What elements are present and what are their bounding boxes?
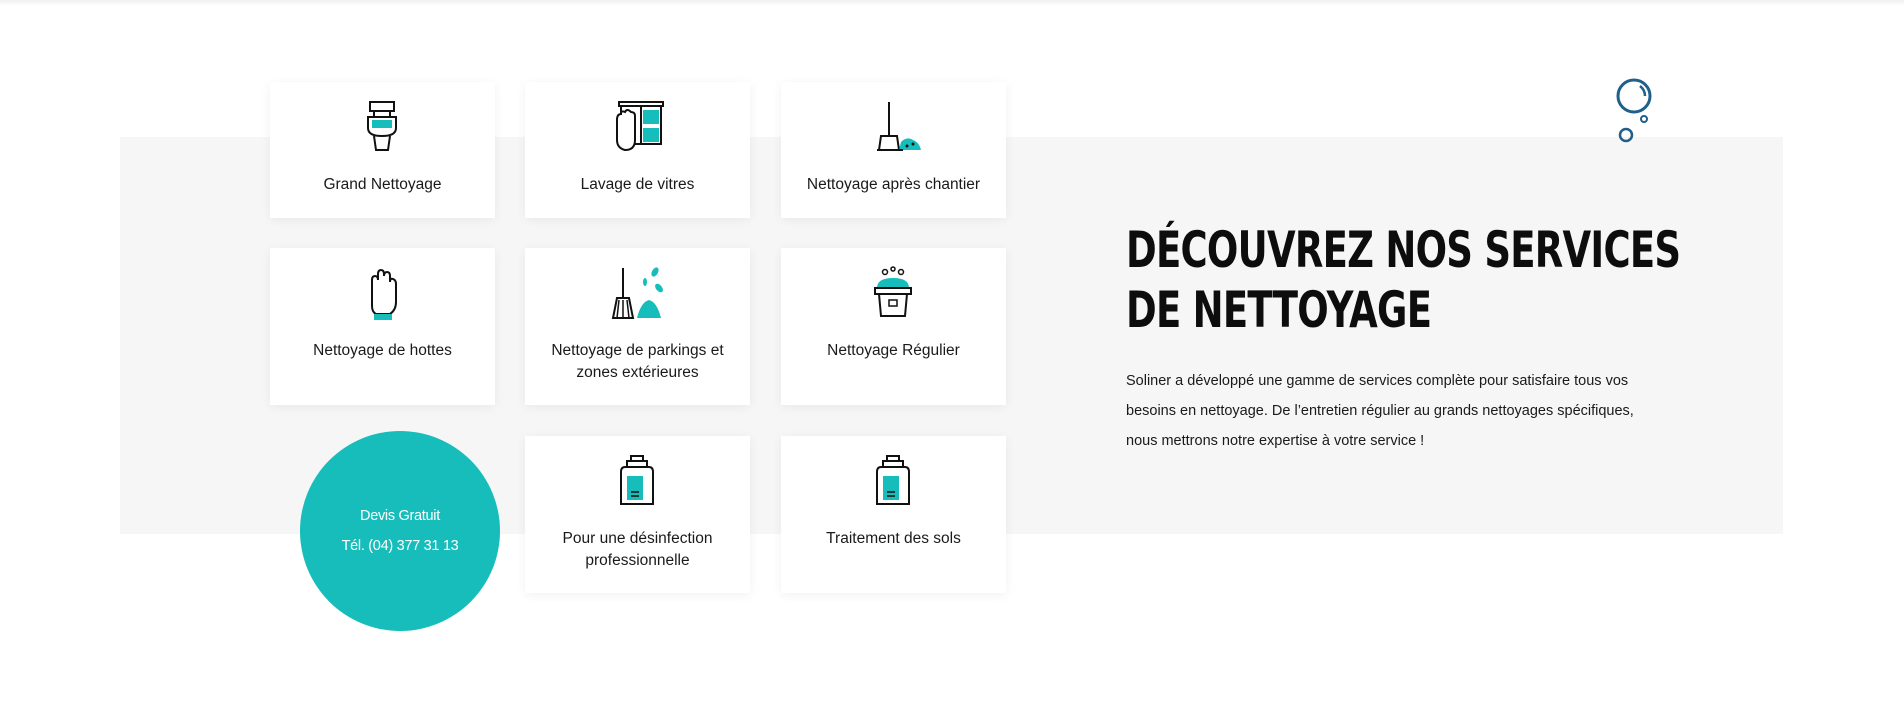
service-card-hottes[interactable] xyxy=(270,248,495,405)
cta-title: Devis Gratuit xyxy=(360,508,440,524)
section-heading xyxy=(1126,220,1681,340)
service-card-lavage-vitres[interactable] xyxy=(525,82,750,218)
window-cleaning-icon xyxy=(607,100,667,156)
toilet-icon xyxy=(352,100,412,156)
header-shadow xyxy=(0,0,1904,6)
service-card-desinfection[interactable] xyxy=(525,436,750,593)
service-card-apres-chantier[interactable] xyxy=(781,82,1006,218)
detergent-bottle-icon xyxy=(607,454,667,510)
service-card-parkings[interactable] xyxy=(525,248,750,405)
service-label: Nettoyage de hottes xyxy=(313,342,452,359)
section-description: Soliner a développé une gamme de services complète pour satisfaire tous vos besoins en nettoyage. De l’entretien régulier au grands nettoyages spécifiques, nous mettrons notre expertise à votre service ! xyxy=(1126,373,1634,449)
service-label: Nettoyage Régulier xyxy=(827,342,960,359)
service-label: Grand Nettoyage xyxy=(323,176,442,193)
service-label: Nettoyage de parkings et zones extérieures xyxy=(551,342,724,381)
broom-dustpan-icon xyxy=(863,100,923,156)
service-label: Traitement des sols xyxy=(826,530,961,547)
service-label: Lavage de vitres xyxy=(580,176,695,193)
bucket-icon xyxy=(863,266,923,322)
service-label: Pour une désinfection professionnelle xyxy=(562,530,713,569)
service-card-regulier[interactable] xyxy=(781,248,1006,405)
section-heading-text: DÉCOUVREZ NOS SERVICES DE NETTOYAGE xyxy=(1126,221,1681,339)
free-quote-cta[interactable] xyxy=(300,431,500,631)
detergent-bottle-icon xyxy=(863,454,923,510)
glove-icon xyxy=(352,266,412,322)
rake-leaves-icon xyxy=(607,266,667,322)
cta-phone[interactable]: Tél. (04) 377 31 13 xyxy=(341,538,459,554)
bubbles-icon xyxy=(1610,76,1660,151)
service-card-traitement-sols[interactable] xyxy=(781,436,1006,593)
service-label: Nettoyage après chantier xyxy=(806,176,981,193)
service-card-grand-nettoyage[interactable] xyxy=(270,82,495,218)
